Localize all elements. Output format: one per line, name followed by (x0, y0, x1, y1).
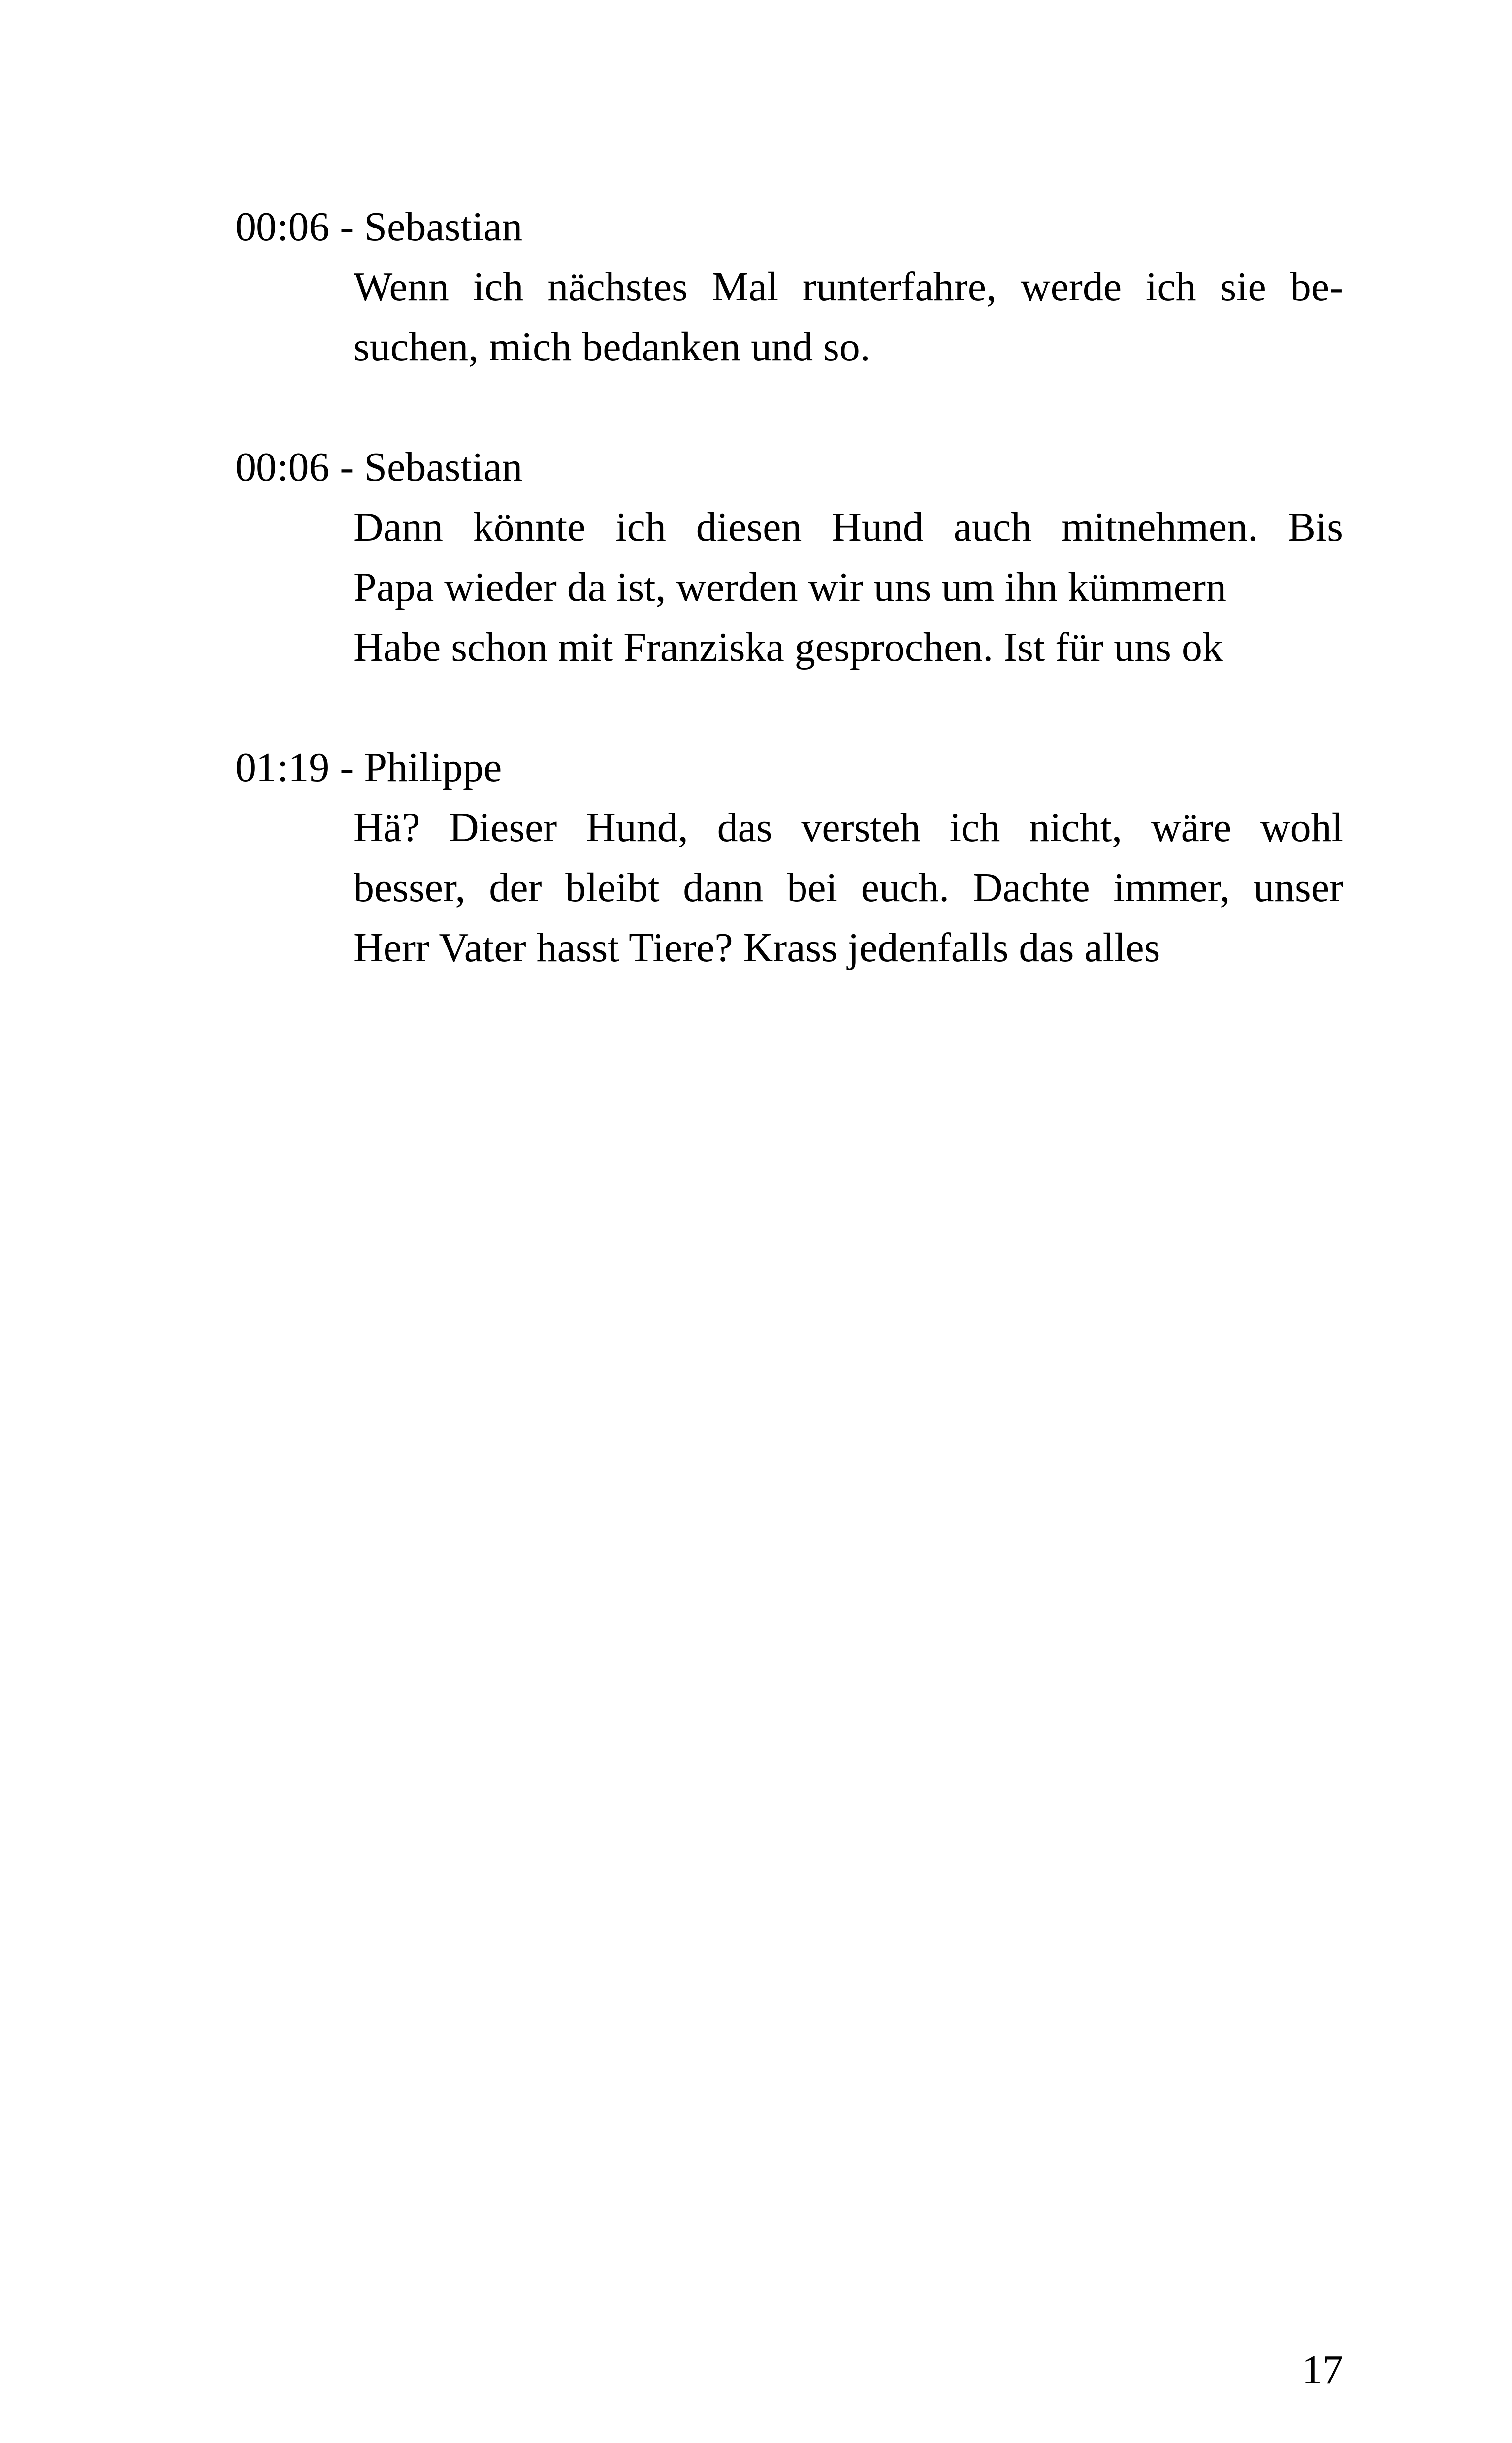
message-entry (235, 197, 1343, 377)
message-time: 00:06 (235, 444, 330, 490)
message-header (235, 738, 1343, 798)
message-line: suchen, mich bedanken und so. (354, 324, 870, 370)
message-separator: - (329, 444, 364, 490)
message-list (235, 197, 1343, 978)
page-number: 17 (1302, 2347, 1343, 2393)
message-line: Dann könnte ich diesen Hund auch mitnehmen. Bis (354, 504, 1343, 550)
message-line: Hä? Dieser Hund, das versteh ich nicht, wäre wohl (354, 805, 1343, 850)
message-sender: Sebastian (364, 444, 523, 490)
message-entry (235, 738, 1343, 978)
message-body (354, 257, 1343, 377)
message-time: 01:19 (235, 745, 330, 790)
message-time: 00:06 (235, 204, 330, 250)
message-line: Habe schon mit Franziska gesprochen. Ist für uns ok (354, 624, 1223, 670)
message-separator: - (329, 204, 364, 250)
message-entry (235, 437, 1343, 678)
message-header (235, 437, 1343, 497)
message-line: Wenn ich nächstes Mal runterfahre, werde ich sie be- (354, 264, 1343, 310)
message-sender: Sebastian (364, 204, 523, 250)
message-header (235, 197, 1343, 257)
message-line: besser, der bleibt dann bei euch. Dachte immer, unser (354, 865, 1343, 911)
message-separator: - (329, 745, 364, 790)
message-body (354, 497, 1343, 678)
message-line: Papa wieder da ist, werden wir uns um ihn kümmern (354, 564, 1226, 610)
message-sender: Philippe (364, 745, 502, 790)
message-line: Herr Vater hasst Tiere? Krass jedenfalls das alles (354, 925, 1160, 971)
message-body (354, 798, 1343, 978)
